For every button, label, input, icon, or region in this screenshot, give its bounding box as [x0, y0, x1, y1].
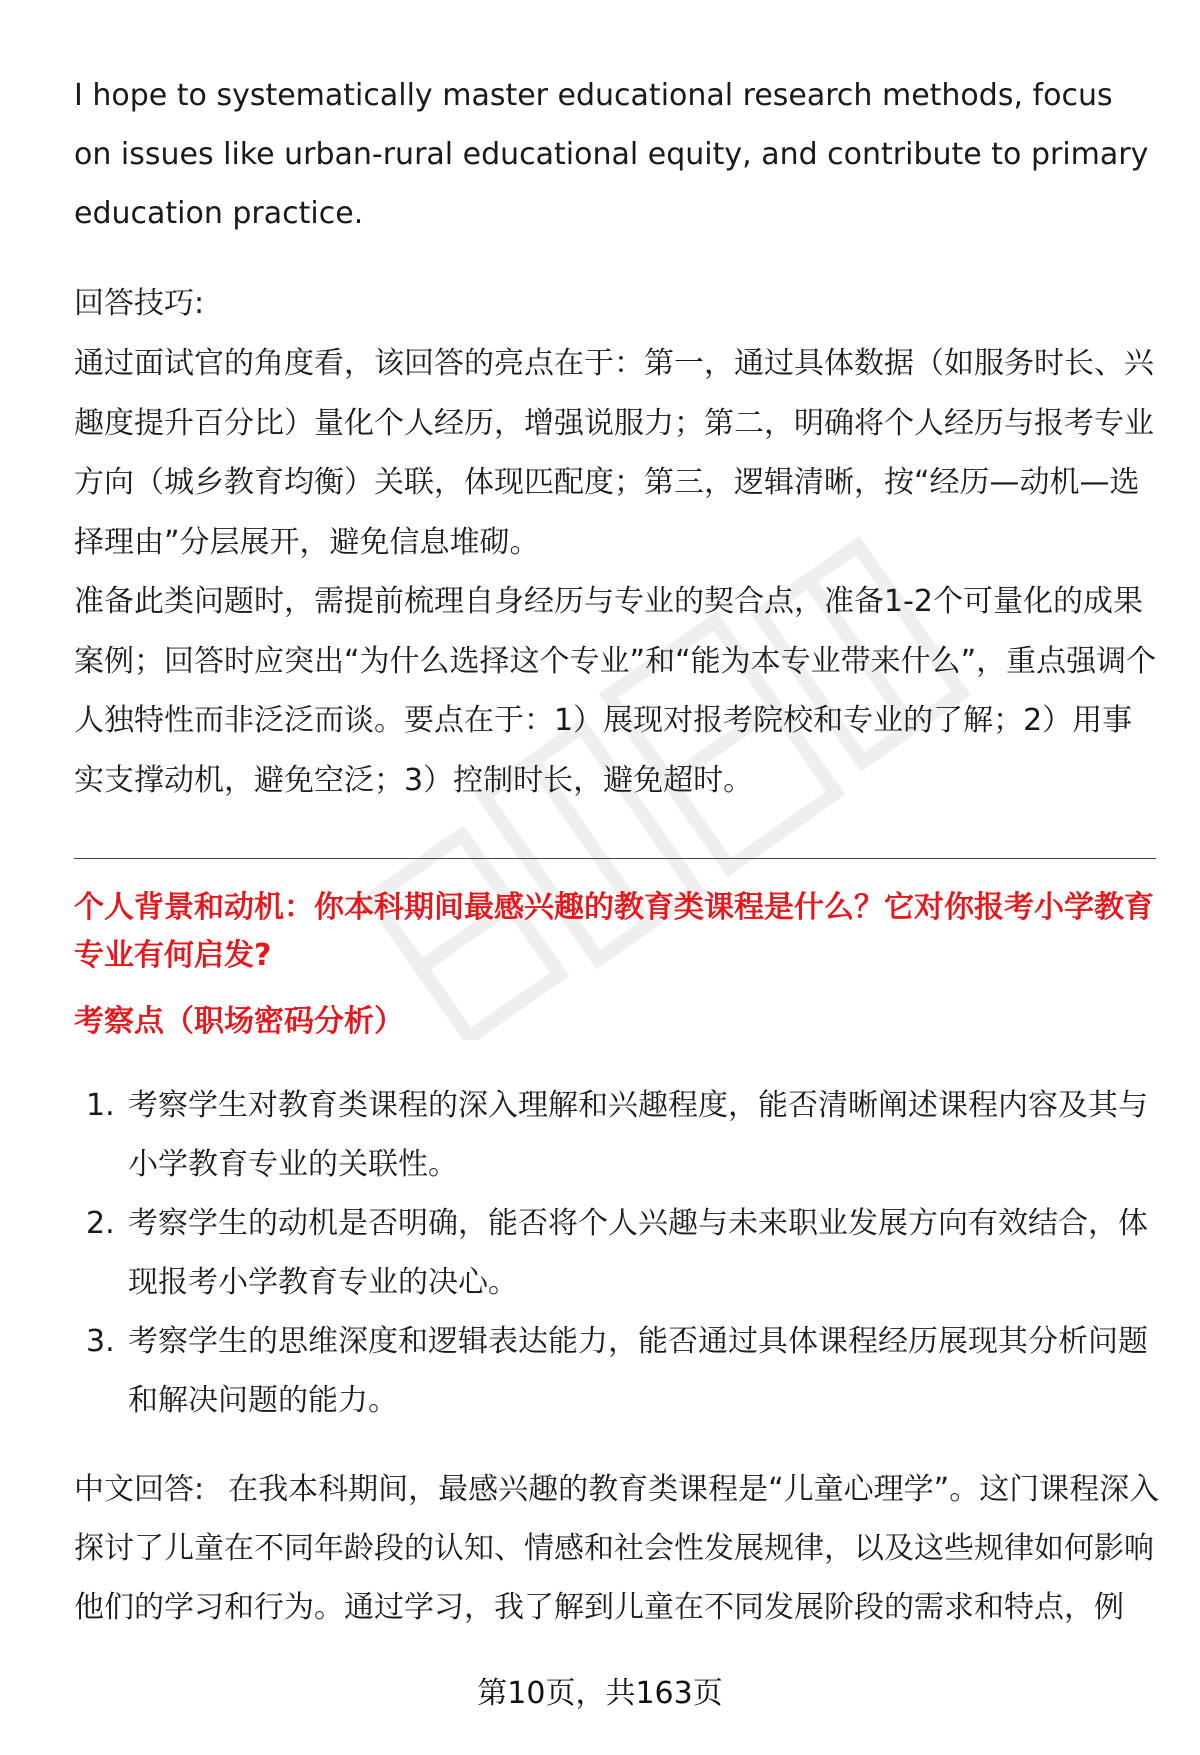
list-item-number: 2. — [86, 1206, 115, 1241]
list-item-text: 考察学生对教育类课程的深入理解和兴趣程度，能否清晰阐述课程内容及其与小学教育专业的关联性。 — [128, 1088, 1148, 1182]
list-item — [74, 1076, 1160, 1194]
answer-label: 中文回答: — [74, 1472, 205, 1507]
answer-text: 在我本科期间，最感兴趣的教育类课程是“儿童心理学”。这门课程深入探讨了儿童在不同年龄段的认知、情感和社会性发展规律，以及这些规律如何影响他们的学习和行为。通过学习，我了解到儿童在不同发展阶段的需求和特点，例 — [74, 1472, 1160, 1625]
list-item — [74, 1312, 1160, 1430]
chinese-answer — [74, 1460, 1164, 1637]
section-divider — [74, 858, 1156, 859]
list-item-number: 3. — [86, 1324, 115, 1359]
tips-label: 回答技巧: — [74, 286, 205, 321]
list-item-text: 考察学生的思维深度和逻辑表达能力，能否通过具体课程经历展现其分析问题和解决问题的能力。 — [128, 1324, 1148, 1418]
list-item — [74, 1194, 1160, 1312]
kaocha-points-list — [74, 1076, 1160, 1430]
prep-paragraph: 准备此类问题时，需提前梳理自身经历与专业的契合点，准备1-2个可量化的成果案例；回答时应突出“为什么选择这个专业”和“能为本专业带来什么”，重点强调个人独特性而非泛泛而谈。要点在于：1）展现对报考院校和专业的了解；2）用事实支撑动机，避免空泛；3）控制时长，避免超时。 — [74, 584, 1157, 798]
intro-paragraph: I hope to systematically master educational research methods, focus on issues like urban-rural educational equity, and contribute to primary education practice. — [74, 78, 1149, 231]
question-heading: 个人背景和动机：你本科期间最感兴趣的教育类课程是什么？它对你报考小学教育专业有何启发? — [74, 890, 1154, 973]
page-number: 第10页，共163页 — [477, 1676, 723, 1711]
list-item-number: 1. — [86, 1088, 115, 1123]
kaocha-heading: 考察点（职场密码分析） — [74, 1004, 404, 1039]
tips-body: 通过面试官的角度看，该回答的亮点在于：第一，通过具体数据（如服务时长、兴趣度提升百分比）量化个人经历，增强说服力；第二，明确将个人经历与报考专业方向（城乡教育均衡）关联，体现匹配度；第三，逻辑清晰，按“经历—动机—选择理由”分层展开，避免信息堆砌。 — [74, 346, 1154, 560]
list-item-text: 考察学生的动机是否明确，能否将个人兴趣与未来职业发展方向有效结合，体现报考小学教育专业的决心。 — [128, 1206, 1148, 1300]
